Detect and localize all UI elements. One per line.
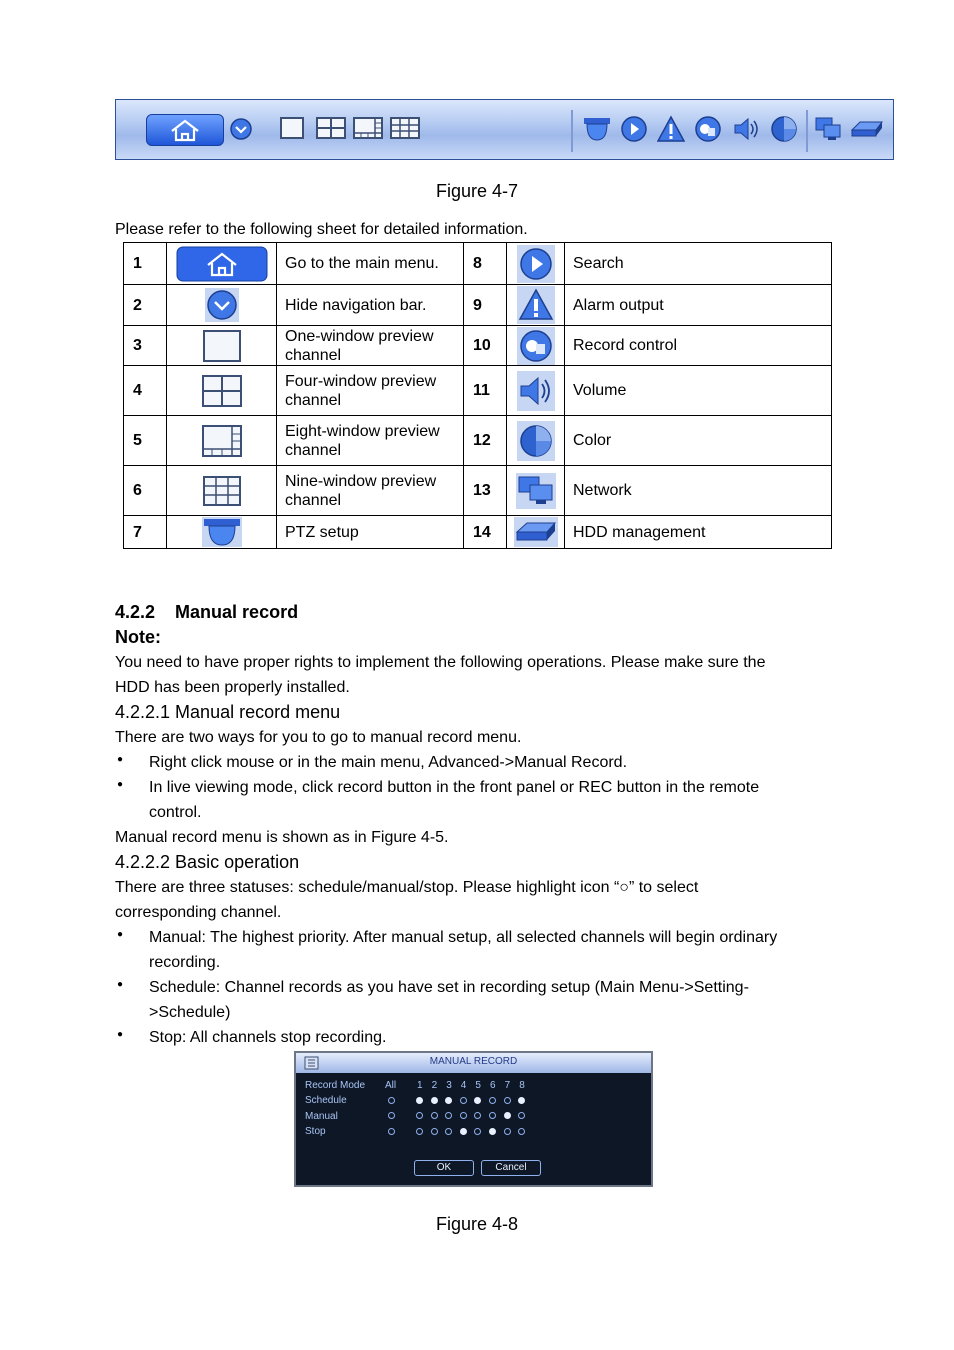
channel-number: 1 [417, 1080, 423, 1091]
radio-stop-ch8[interactable] [518, 1128, 525, 1135]
row-description: Record control [565, 326, 832, 366]
bullet-dot: ● [117, 779, 124, 790]
row-number: 1 [124, 243, 167, 285]
column-all: All [385, 1080, 397, 1091]
cancel-button[interactable]: Cancel [481, 1160, 541, 1176]
row-description: Hide navigation bar. [277, 285, 464, 326]
channel-number: 2 [431, 1080, 438, 1091]
bullet-text: Stop: All channels stop recording. [149, 1029, 387, 1046]
eight-window-icon [202, 425, 242, 457]
bullet-text: Schedule: Channel records as you have set in recording setup (Main Menu->Setting- [149, 979, 749, 996]
row-description: Four-window preview channel [277, 366, 464, 416]
radio-schedule-ch1[interactable] [416, 1097, 423, 1104]
row-description: HDD management [565, 516, 832, 549]
hide-navigation-icon [205, 288, 239, 322]
row-description: One-window preview channel [277, 326, 464, 366]
radio-all-schedule[interactable] [388, 1097, 395, 1104]
row-description: Search [565, 243, 832, 285]
bullet-dot: ● [117, 929, 124, 940]
radio-schedule-ch4[interactable] [460, 1097, 467, 1104]
navigation-bar-figure [115, 99, 894, 160]
record-icon [694, 115, 722, 143]
subsection-heading-2: 4.2.2.2 Basic operation [115, 852, 300, 872]
channel-number: 8 [519, 1080, 525, 1091]
radio-manual-ch4[interactable] [460, 1112, 467, 1119]
ptz-icon [582, 115, 612, 143]
bullet-text-continued: recording. [149, 954, 221, 971]
table-row [124, 326, 832, 366]
radio-schedule-ch3[interactable] [445, 1097, 452, 1104]
ptz-icon [202, 517, 242, 547]
row-number: 10 [464, 326, 507, 366]
figure-caption-top: Figure 4-7 [435, 181, 519, 201]
bullet-dot: ● [117, 979, 124, 990]
volume-icon [732, 115, 760, 143]
radio-stop-ch3[interactable] [445, 1128, 452, 1135]
one-window-icon [280, 117, 304, 139]
dialog-title: MANUAL RECORD [429, 1056, 518, 1067]
radio-stop-ch7[interactable] [504, 1128, 511, 1135]
subsection-1-intro: There are two ways for you to go to manual record menu. [115, 729, 522, 746]
table-row [124, 516, 832, 549]
channel-number: 7 [504, 1080, 511, 1091]
record-icon [517, 327, 555, 365]
row-description: Go to the main menu. [277, 243, 464, 285]
alarm-icon [657, 115, 685, 143]
alarm-icon [517, 286, 555, 324]
manual-record-dialog [294, 1051, 653, 1187]
row-number: 12 [464, 416, 507, 466]
row-number: 13 [464, 466, 507, 516]
radio-manual-ch1[interactable] [416, 1112, 423, 1119]
channel-number: 6 [490, 1080, 496, 1091]
row-number: 9 [464, 285, 507, 326]
subsection-1-after: Manual record menu is shown as in Figure 4-5. [115, 829, 449, 846]
radio-stop-ch1[interactable] [416, 1128, 423, 1135]
row-number: 3 [124, 326, 167, 366]
radio-schedule-ch7[interactable] [504, 1097, 511, 1104]
row-description: PTZ setup [277, 516, 464, 549]
row-number: 11 [464, 366, 507, 416]
note-text-line-2: HDD has been properly installed. [115, 679, 350, 696]
four-window-icon [316, 117, 346, 139]
section-title: Manual record [175, 602, 299, 622]
nine-window-icon [390, 117, 420, 139]
table-row [124, 243, 832, 285]
row-label-manual: Manual [305, 1111, 338, 1122]
row-label-stop: Stop [305, 1126, 326, 1137]
radio-all-stop[interactable] [388, 1128, 395, 1135]
radio-manual-ch8[interactable] [518, 1112, 525, 1119]
subsection-2-intro-line-1: There are three statuses: schedule/manual/stop. Please highlight icon “○” to select [115, 879, 699, 896]
row-description: Network [565, 466, 832, 516]
channel-number: 4 [460, 1080, 467, 1091]
bullet-dot: ● [117, 754, 124, 765]
bullet-text: Manual: The highest priority. After manual setup, all selected channels will begin ordinary [149, 929, 778, 946]
table-row [124, 285, 832, 326]
subsection-heading-1: 4.2.2.1 Manual record menu [115, 702, 341, 722]
hide-navigation-icon [229, 117, 253, 141]
row-number: 7 [124, 516, 167, 549]
radio-manual-ch3[interactable] [445, 1112, 452, 1119]
channel-number: 5 [475, 1080, 481, 1091]
row-description: Eight-window preview channel [277, 416, 464, 466]
bullet-text-continued: >Schedule) [149, 1004, 231, 1021]
intro-text: Please refer to the following sheet for detailed information. [115, 221, 528, 238]
dialog-titlebar [296, 1053, 651, 1073]
radio-schedule-ch8[interactable] [518, 1097, 525, 1104]
one-window-icon [203, 330, 241, 362]
row-number: 4 [124, 366, 167, 416]
radio-manual-ch7[interactable] [504, 1112, 511, 1119]
radio-schedule-ch2[interactable] [431, 1097, 438, 1104]
section-number: 4.2.2 [115, 602, 156, 622]
eight-window-icon [353, 117, 383, 139]
radio-schedule-ch5[interactable] [474, 1097, 481, 1104]
volume-icon [517, 371, 555, 411]
section-heading [115, 602, 298, 623]
bullet-text-continued: control. [149, 804, 202, 821]
radio-stop-ch4[interactable] [460, 1128, 467, 1135]
row-description: Nine-window preview channel [277, 466, 464, 516]
home-icon [146, 114, 224, 146]
bullet-dot: ● [117, 1029, 124, 1040]
table-row [124, 366, 832, 416]
subsection-2-intro-line-2: corresponding channel. [115, 904, 282, 921]
row-number: 14 [464, 516, 507, 549]
color-icon [770, 115, 798, 143]
note-text-line-1: You need to have proper rights to implement the following operations. Please make sure the [115, 654, 766, 671]
row-number: 8 [464, 243, 507, 285]
four-window-icon [202, 375, 242, 407]
radio-manual-ch2[interactable] [431, 1112, 438, 1119]
icon-reference-table [123, 242, 832, 549]
row-description: Alarm output [565, 285, 832, 326]
radio-manual-ch5[interactable] [474, 1112, 481, 1119]
row-number: 6 [124, 466, 167, 516]
color-icon [517, 421, 555, 461]
table-row [124, 416, 832, 466]
radio-stop-ch2[interactable] [431, 1128, 438, 1135]
network-icon [516, 473, 556, 509]
home-icon [176, 246, 268, 282]
row-description: Volume [565, 366, 832, 416]
radio-stop-ch5[interactable] [474, 1128, 481, 1135]
row-label-record-mode: Record Mode [305, 1080, 366, 1091]
search-icon [620, 115, 648, 143]
search-icon [517, 245, 555, 283]
nine-window-icon [203, 476, 241, 506]
radio-schedule-ch6[interactable] [489, 1097, 496, 1104]
channel-number: 3 [446, 1080, 452, 1091]
hdd-icon [514, 517, 558, 547]
bullet-text: Right click mouse or in the main menu, Advanced->Manual Record. [149, 754, 628, 771]
hdd-icon [850, 118, 884, 140]
network-icon [814, 116, 844, 142]
radio-all-manual[interactable] [388, 1112, 395, 1119]
table-row [124, 466, 832, 516]
row-description: Color [565, 416, 832, 466]
ok-button[interactable]: OK [414, 1160, 474, 1176]
note-label: Note: [115, 627, 161, 647]
row-label-schedule: Schedule [305, 1095, 347, 1106]
row-number: 5 [124, 416, 167, 466]
figure-caption-bottom: Figure 4-8 [435, 1214, 519, 1234]
radio-stop-ch6[interactable] [489, 1128, 496, 1135]
bullet-text: In live viewing mode, click record button in the front panel or REC button in the remote [149, 779, 760, 796]
radio-manual-ch6[interactable] [489, 1112, 496, 1119]
row-number: 2 [124, 285, 167, 326]
